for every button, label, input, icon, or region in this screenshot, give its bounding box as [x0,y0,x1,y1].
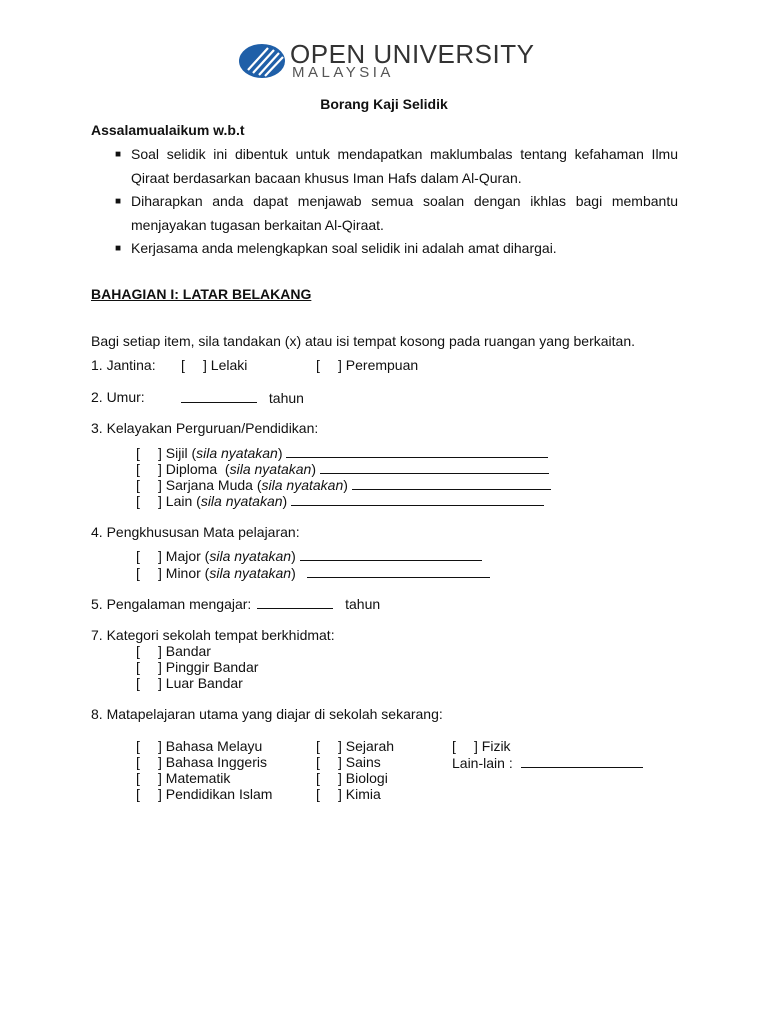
qualification-option[interactable]: [ ] Sarjana Muda (sila nyatakan) [136,476,551,493]
question-label: 5. Pengalaman mengajar: [91,596,252,612]
gender-option-female[interactable]: [ ] Perempuan [316,357,419,373]
school-category-option[interactable]: [ ] Bandar [136,643,211,659]
checkbox[interactable]: [ [136,461,140,477]
checkbox[interactable]: [ [136,493,140,509]
subject-option[interactable]: [ ] Sains [316,754,381,770]
checkbox[interactable]: [ [136,643,140,659]
checkbox[interactable]: [ [316,738,320,754]
question-label: 3. Kelayakan Perguruan/Pendidikan: [91,420,319,436]
checkbox[interactable]: [ [136,738,140,754]
checkbox[interactable]: [ [136,659,140,675]
qualification-option[interactable]: [ ] Lain (sila nyatakan) [136,492,544,509]
question-label: 7. Kategori sekolah tempat berkhidmat: [91,627,335,643]
checkbox[interactable]: [ [316,357,320,373]
specialisation-option[interactable]: [ ] Minor (sila nyatakan) [136,564,490,581]
checkbox[interactable]: [ [316,754,320,770]
qualification-option[interactable]: [ ] Diploma (sila nyatakan) [136,460,549,477]
checkbox[interactable]: [ [136,786,140,802]
instruction-text: Bagi setiap item, sila tandakan (x) atau isi tempat kosong pada ruangan yang berkaitan. [91,333,635,349]
checkbox[interactable]: [ [136,548,140,564]
question-specialisation [91,524,300,540]
intro-item: ■ Diharapkan anda dapat menjawab semua soalan dengan ikhlas bagi membantu menjayakan tugasan berkaitan Al-Qiraat. [113,190,678,237]
oum-emblem-icon [238,42,286,80]
logo-line-1: OPEN UNIVERSITY [290,39,535,69]
subject-option[interactable]: [ ] Bahasa Inggeris [136,754,267,770]
subject-option[interactable]: [ ] Kimia [316,786,381,802]
checkbox[interactable]: [ [136,754,140,770]
subject-option[interactable]: [ ] Bahasa Melayu [136,738,263,754]
intro-item: ■ Kerjasama anda melengkapkan soal selidik ini adalah amat dihargai. [113,237,678,261]
school-category-option[interactable]: [ ] Luar Bandar [136,675,243,691]
university-logo [238,40,538,84]
section-title: BAHAGIAN I: LATAR BELAKANG [91,286,312,302]
subject-option[interactable]: [ ] Pendidikan Islam [136,786,273,802]
logo-line-2: MALAYSIA [292,64,394,81]
form-title: Borang Kaji Selidik [320,96,448,112]
question-label: 8. Matapelajaran utama yang diajar di sekolah sekarang: [91,706,443,722]
question-qualification [91,420,318,436]
checkbox[interactable]: [ [452,738,456,754]
gender-option-male[interactable]: [ ] Lelaki [181,357,248,373]
qualification-option[interactable]: [ ] Sijil (sila nyatakan) [136,444,548,461]
age-field[interactable]: tahun [181,389,304,406]
intro-list [113,143,678,261]
question-experience: 5. Pengalaman mengajar: tahun [91,596,381,612]
subject-option[interactable]: [ ] Fizik [452,738,511,754]
question-school-category [91,627,335,643]
question-age [91,389,145,405]
subject-other[interactable]: Lain-lain : [452,754,643,771]
checkbox[interactable]: [ [136,445,140,461]
checkbox[interactable]: [ [136,565,140,581]
checkbox[interactable]: [ [181,357,185,373]
checkbox[interactable]: [ [316,770,320,786]
bullet-icon: ■ [115,196,122,207]
question-gender [91,357,156,373]
specialisation-option[interactable]: [ ] Major (sila nyatakan) [136,547,482,564]
bullet-icon: ■ [115,243,122,254]
checkbox[interactable]: [ [136,675,140,691]
question-label: 4. Pengkhususan Mata pelajaran: [91,524,300,540]
experience-blank[interactable] [257,595,333,609]
question-label: 1. Jantina: [91,357,156,373]
bullet-icon: ■ [115,149,122,160]
subject-option[interactable]: [ ] Matematik [136,770,231,786]
greeting: Assalamualaikum w.b.t [91,122,245,138]
subject-other-blank[interactable] [521,754,643,768]
question-main-subject [91,706,443,722]
school-category-option[interactable]: [ ] Pinggir Bandar [136,659,259,675]
checkbox[interactable]: [ [136,770,140,786]
subject-option[interactable]: [ ] Biologi [316,770,388,786]
subject-option[interactable]: [ ] Sejarah [316,738,395,754]
checkbox[interactable]: [ [136,477,140,493]
age-blank[interactable] [181,389,257,403]
checkbox[interactable]: [ [316,786,320,802]
question-label: 2. Umur: [91,389,145,405]
intro-item: ■ Soal selidik ini dibentuk untuk mendapatkan maklumbalas tentang kefahaman Ilmu Qiraat berdasarkan bacaan khusus Iman Hafs dalam Al-Quran. [113,143,678,190]
